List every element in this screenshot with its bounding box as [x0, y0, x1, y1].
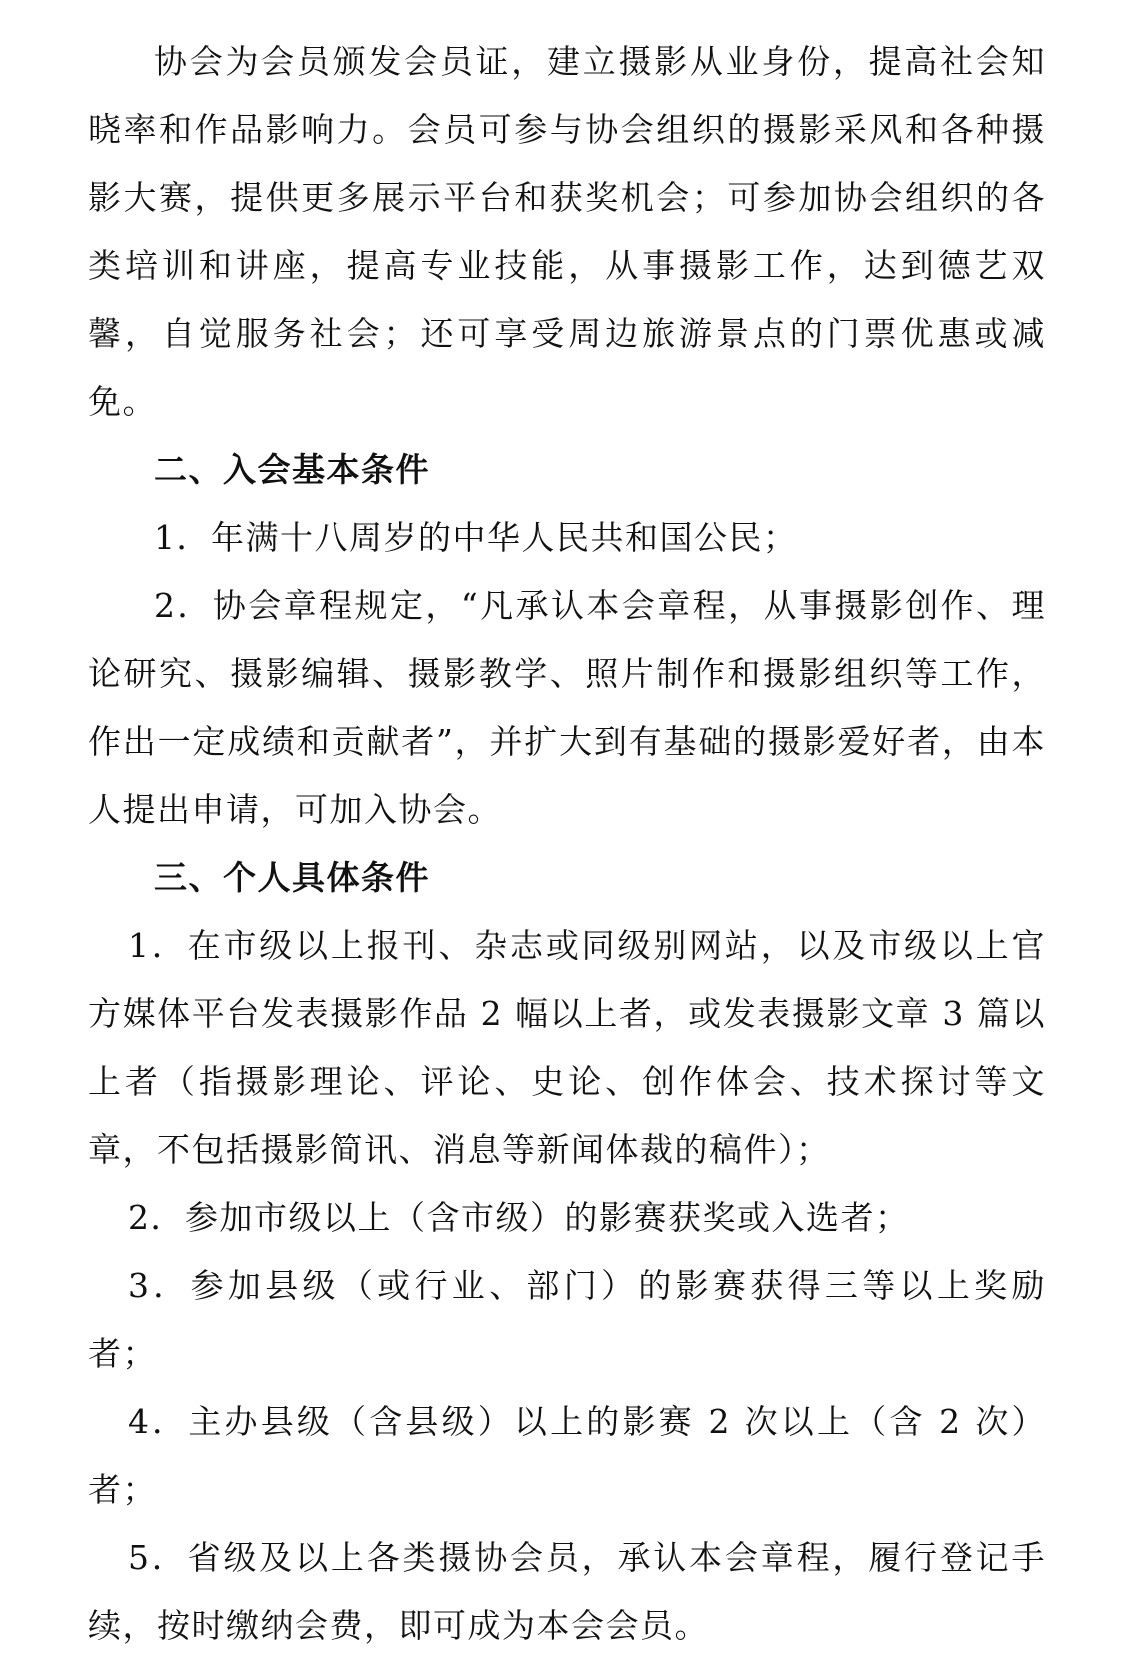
- section-two-item-1: 1．年满十八周岁的中华人民共和国公民；: [154, 518, 798, 557]
- section-two-heading: 二、入会基本条件: [154, 450, 430, 489]
- section-three-heading: 三、个人具体条件: [154, 858, 430, 897]
- section-three-item-5: 5．省级及以上各类摄协会员，承认本会章程，履行登记手续，按时缴纳会费，即可成为本会会员。: [88, 1538, 1046, 1645]
- document-page: [88, 28, 1046, 1660]
- intro-paragraph: 协会为会员颁发会员证，建立摄影从业身份，提高社会知晓率和作品影响力。会员可参与协会组织的摄影采风和各种摄影大赛，提供更多展示平台和获奖机会；可参加协会组织的各类培训和讲座，提高专业技能，从事摄影工作，达到德艺双馨，自觉服务社会；还可享受周边旅游景点的门票优惠或减免。: [88, 42, 1046, 421]
- section-three-item-3: 3．参加县级（或行业、部门）的影赛获得三等以上奖励者；: [88, 1266, 1046, 1373]
- section-three-item-2: 2．参加市级以上（含市级）的影赛获奖或入选者；: [128, 1198, 910, 1237]
- section-three-item-4: 4．主办县级（含县级）以上的影赛 2 次以上（含 2 次）者；: [88, 1402, 1046, 1509]
- section-three-item-1: 1．在市级以上报刊、杂志或同级别网站，以及市级以上官方媒体平台发表摄影作品 2 幅以上者，或发表摄影文章 3 篇以上者（指摄影理论、评论、史论、创作体会、技术探讨等文章，不包括摄影简讯、消息等新闻体裁的稿件）；: [88, 926, 1046, 1169]
- section-two-item-2: 2．协会章程规定，“凡承认本会章程，从事摄影创作、理论研究、摄影编辑、摄影教学、照片制作和摄影组织等工作，作出一定成绩和贡献者”，并扩大到有基础的摄影爱好者，由本人提出申请，可加入协会。: [88, 586, 1046, 829]
